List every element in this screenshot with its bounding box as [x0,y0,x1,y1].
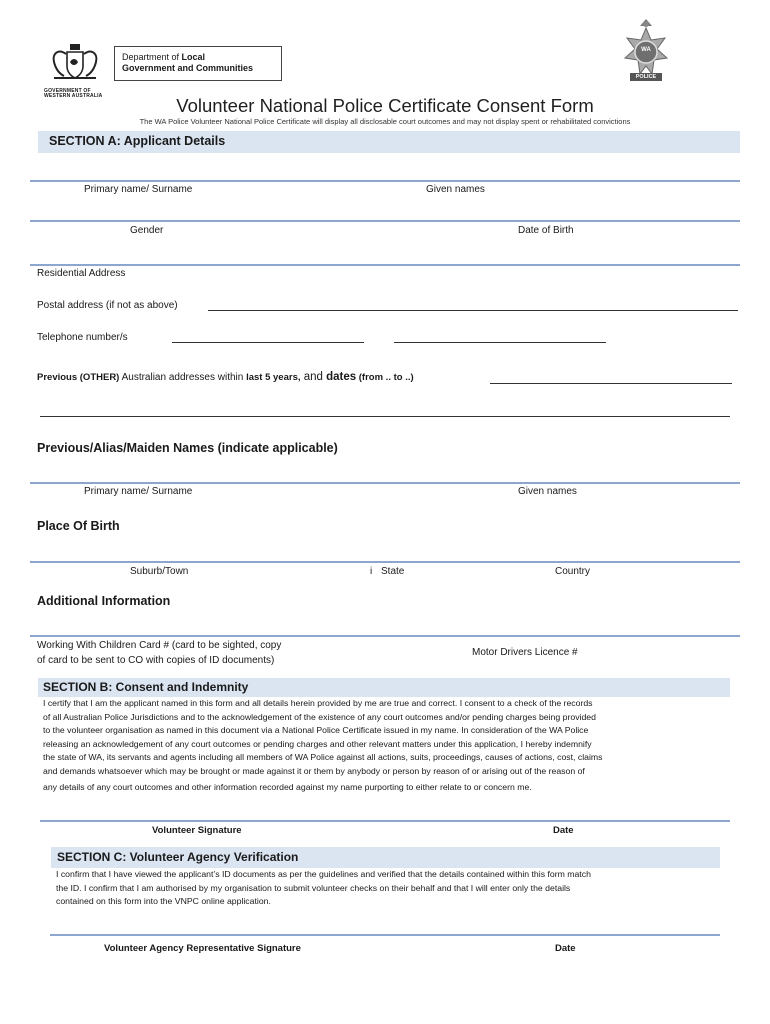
dob-label: Date of Birth [518,225,574,236]
additional-info-field[interactable] [30,635,740,637]
state-label: State [381,566,405,577]
department-line2: Government and Communities [122,63,254,73]
previous-dates-bold: dates [326,371,357,383]
alias-primary-name-label: Primary name/ Surname [84,486,193,497]
volunteer-date-label: Date [553,825,574,836]
verification-line: I confirm that I have viewed the applicant’s ID documents as per the guidelines and verified that the details contained within this form match [56,869,591,879]
form-subtitle: The WA Police Volunteer National Police Certificate will display all disclosable court outcomes and may not display spent or rehabilitated convictions [139,117,631,126]
gender-dob-field[interactable] [30,220,740,222]
department-box [114,46,282,81]
previous-range-bold: (from .. to ..) [356,372,414,383]
previous-other-bold: Previous (OTHER) [37,372,120,383]
section-a-header [38,131,740,153]
volunteer-signature-label: Volunteer Signature [152,825,242,836]
crest-icon [44,40,106,84]
consent-line: I certify that I am the applicant named in this form and all details herein provided by me are true and correct. I consent to a check of the records [43,698,593,708]
section-c-header [51,847,720,868]
previous-addresses-label [37,371,414,383]
residential-address-label: Residential Address [37,268,126,279]
crest-text-line1: GOVERNMENT OF [44,88,91,94]
consent-line: of all Australian Police Jurisdictions and to the acknowledgement of the existence of any court outcomes and/or pending charges being provided [43,711,596,722]
primary-name-label: Primary name/ Surname [84,184,193,195]
postal-address-field[interactable] [208,310,738,311]
consent-line: releasing an acknowledgement of any court outcomes or pending charges and other relevant matters under this application, I hereby indemnify [43,738,592,749]
volunteer-signature-field[interactable] [40,820,730,822]
consent-line: the state of WA, its servants and agents including all members of WA Police against all actions, suits, proceedings, causes of actions, cost, claims [43,752,603,763]
place-of-birth-field[interactable] [30,561,740,563]
wwc-label-line1: Working With Children Card # (card to be sighted, copy [37,640,282,651]
verification-paragraph [56,868,726,909]
department-line1 [122,52,281,63]
agency-date-label: Date [555,943,576,954]
suburb-label: Suburb/Town [130,566,189,577]
additional-info-heading: Additional Information [37,594,171,608]
wa-police-badge [619,16,673,88]
last-5-years-bold: last 5 years, [246,372,301,383]
previous-addresses-field-2[interactable] [40,416,730,417]
department-bold: Local [181,52,206,62]
place-of-birth-heading: Place Of Birth [37,519,120,533]
badge-wa-text: WA [641,47,651,53]
crest-text-line2: WESTERN AUSTRALIA [44,93,103,99]
previous-addresses-field-1[interactable] [490,383,732,384]
telephone-field-1[interactable] [172,342,364,343]
consent-paragraph [43,697,733,794]
previous-text: Australian addresses within [119,372,247,383]
alias-given-names-label: Given names [518,486,577,497]
telephone-label: Telephone number/s [37,332,128,343]
licence-label: Motor Drivers Licence # [472,647,578,658]
agency-signature-field[interactable] [50,934,720,936]
state-mark: i [370,566,373,577]
wwc-label-line2: of card to be sent to CO with copies of ID documents) [37,655,275,666]
badge-police-text: POLICE [635,74,657,80]
section-c-heading: SECTION C: Volunteer Agency Verification [57,850,299,864]
given-names-label: Given names [426,184,485,195]
verification-line: the ID. I confirm that I am authorised by my organisation to submit volunteer checks on their behalf and that I will enter only the details [56,882,571,893]
primary-name-field[interactable] [30,180,740,182]
verification-line: contained on this form into the VNPC online application. [56,896,271,907]
alias-name-field[interactable] [30,482,740,484]
department-prefix: Department of [122,52,182,62]
gender-label: Gender [130,225,164,236]
form-title: Volunteer National Police Certificate Consent Form [176,95,594,116]
postal-address-label: Postal address (if not as above) [37,300,178,311]
consent-line: to the volunteer organisation as named in this document via a National Police Certificate issued in my name. In consideration of the WA Police [43,725,589,736]
previous-and: and [300,371,327,383]
consent-line: and demands whatsoever which may be brought or made against it or them by anybody or person by reason of or arising out of the reason of [43,765,585,776]
residential-address-field[interactable] [30,264,740,266]
agency-signature-label: Volunteer Agency Representative Signature [104,943,301,954]
telephone-field-2[interactable] [394,342,606,343]
country-label: Country [555,566,591,577]
section-a-heading: SECTION A: Applicant Details [49,134,226,148]
wa-government-crest [44,40,106,99]
section-b-heading: SECTION B: Consent and Indemnity [43,680,249,694]
consent-line: any details of any court outcomes and other information recorded against my name purporting to either relate to or concern me. [43,781,532,792]
section-b-header [38,678,730,697]
alias-heading: Previous/Alias/Maiden Names (indicate applicable) [37,441,338,455]
